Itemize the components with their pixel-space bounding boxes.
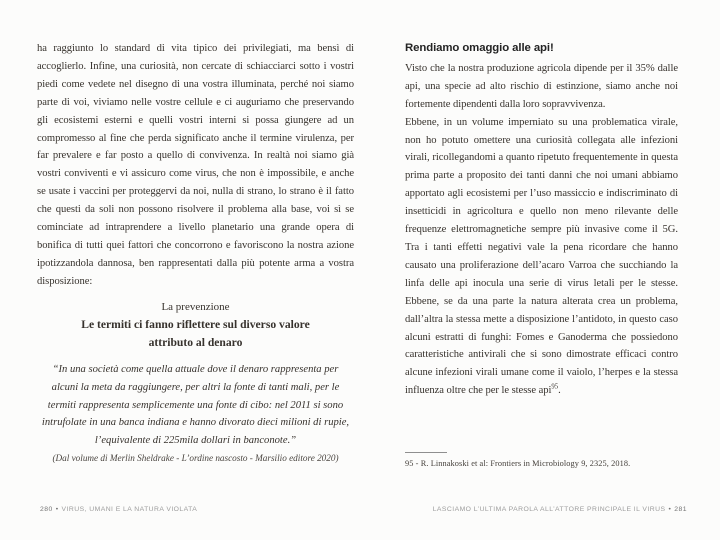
left-page-footer (40, 506, 197, 513)
quote-source: (Dal volume di Merlin Sheldrake - L’ordine nascosto - Marsilio editore 2020) (52, 453, 339, 464)
left-page-paragraph: ha raggiunto lo standard di vita tipico dei privilegiati, ma bensì di accoglierlo. Infine, una curiosità, non cercate di schiacciarci sotto i vostri piedi come vedete nel disegno di una vostra illuminata, perché noi siamo parte di voi, viviamo nelle vostre cellule e ci auguriamo che preservando gli ecosistemi esterni e quelli vostri interni si possa giungere ad un compromesso al fine che perda significato anche il termine virulenza, per far prevalere e far posto a quello di convivenza. In realtà noi siamo già vostri conviventi e vi assicuro come virus, che non è impossibile, e anche se usate i vaccini per proteggervi da noi, nulla di strano, lo strano è il fatto che questi da soli non possono risolvere il problema alla base, voi sì se cominciate ad intraprendere a livello planetario una grande opera di bonifica di tutti quei fattori che concorrono e favoriscono la nostra azione ipotizzandola dannosa, ben rappresentati dalla più potente arma a vostra disposizione: (37, 43, 354, 287)
right-page-heading: Rendiamo omaggio alle api! (405, 42, 554, 54)
right-page-footer (433, 506, 687, 513)
section-kicker: La prevenzione (161, 300, 230, 313)
right-page-paragraph-1: Visto che la nostra produzione agricola dipende per il 35% dalle api, una specie ad alto rischio di estinzione, siamo anche noi fortemente dipendenti dalla loro sopravvivenza. (405, 62, 678, 110)
footnote-block (405, 452, 678, 469)
right-footer-bullet: • (668, 506, 672, 513)
right-page (405, 40, 678, 400)
left-page-number: 280 (40, 506, 53, 513)
right-running-title: LASCIAMO L’ULTIMA PAROLA ALL’ATTORE PRINCIPALE IL VIRUS (432, 506, 666, 513)
sentence-period: . (558, 385, 561, 397)
left-page (37, 40, 354, 465)
section-title-line1: Le termiti ci fanno riflettere sul diverso valore (81, 317, 310, 331)
left-footer-bullet: • (55, 506, 59, 513)
right-page-number: 281 (674, 506, 687, 513)
footnote-rule (405, 452, 447, 453)
footnote-reference: 95 (551, 383, 559, 391)
section-title-line2: attributo al denaro (148, 336, 243, 350)
left-running-title: VIRUS, UMANI E LA NATURA VIOLATA (61, 506, 198, 513)
quote-text: “In una società come quella attuale dove il denaro rappresenta per alcuni la meta da raggiungere, per altri la fonte di tanti mali, per le termiti rappresenta semplicemente una fonte di cibo: nel 2011 si sono intrufolate in una banca indiana e hanno divorato dieci milioni di rupie, l’equivalente di 225mila dollari in banconote.” (41, 363, 350, 447)
footnote-text: 95 - R. Linnakoski et al: Frontiers in Microbiology 9, 2325, 2018. (405, 459, 631, 468)
right-page-paragraph-2 (405, 114, 678, 401)
section-heading (37, 298, 354, 353)
paragraph-2-text: Ebbene, in un volume imperniato su una problematica virale, non ho potuto omettere una curiosità collegata alle infezioni virali, ricollegandomi a quanto ripetuto frequentemente in questa prima parte a proposito dei tanti danni che noi umani abbiamo apportato agli ecosistemi per l’uso massiccio e indiscriminato di insetticidi in agricoltura e quello non meno rilevante delle frequenze elettromagnetiche sempre più invasive come il 5G. Tra i tanti effetti negativi vale la pena ricordare che hanno causato una proliferazione dell’acaro Varroa che succhiando la linfa delle api inocula una serie di virus letali per le stesse. Ebbene, se da una parte la natura alterata crea un problema, dall’altra la stessa mette a disposizione l’antidoto, in questo caso alcuni estratti di funghi: Fomes e Ganoderma che possiedono caratteristiche antivirali che si sono dimostrate efficaci contro alcune infezioni virali umane come il vaiolo, l’herpes e la stessa influenza oltre che per le stesse api (405, 116, 678, 397)
